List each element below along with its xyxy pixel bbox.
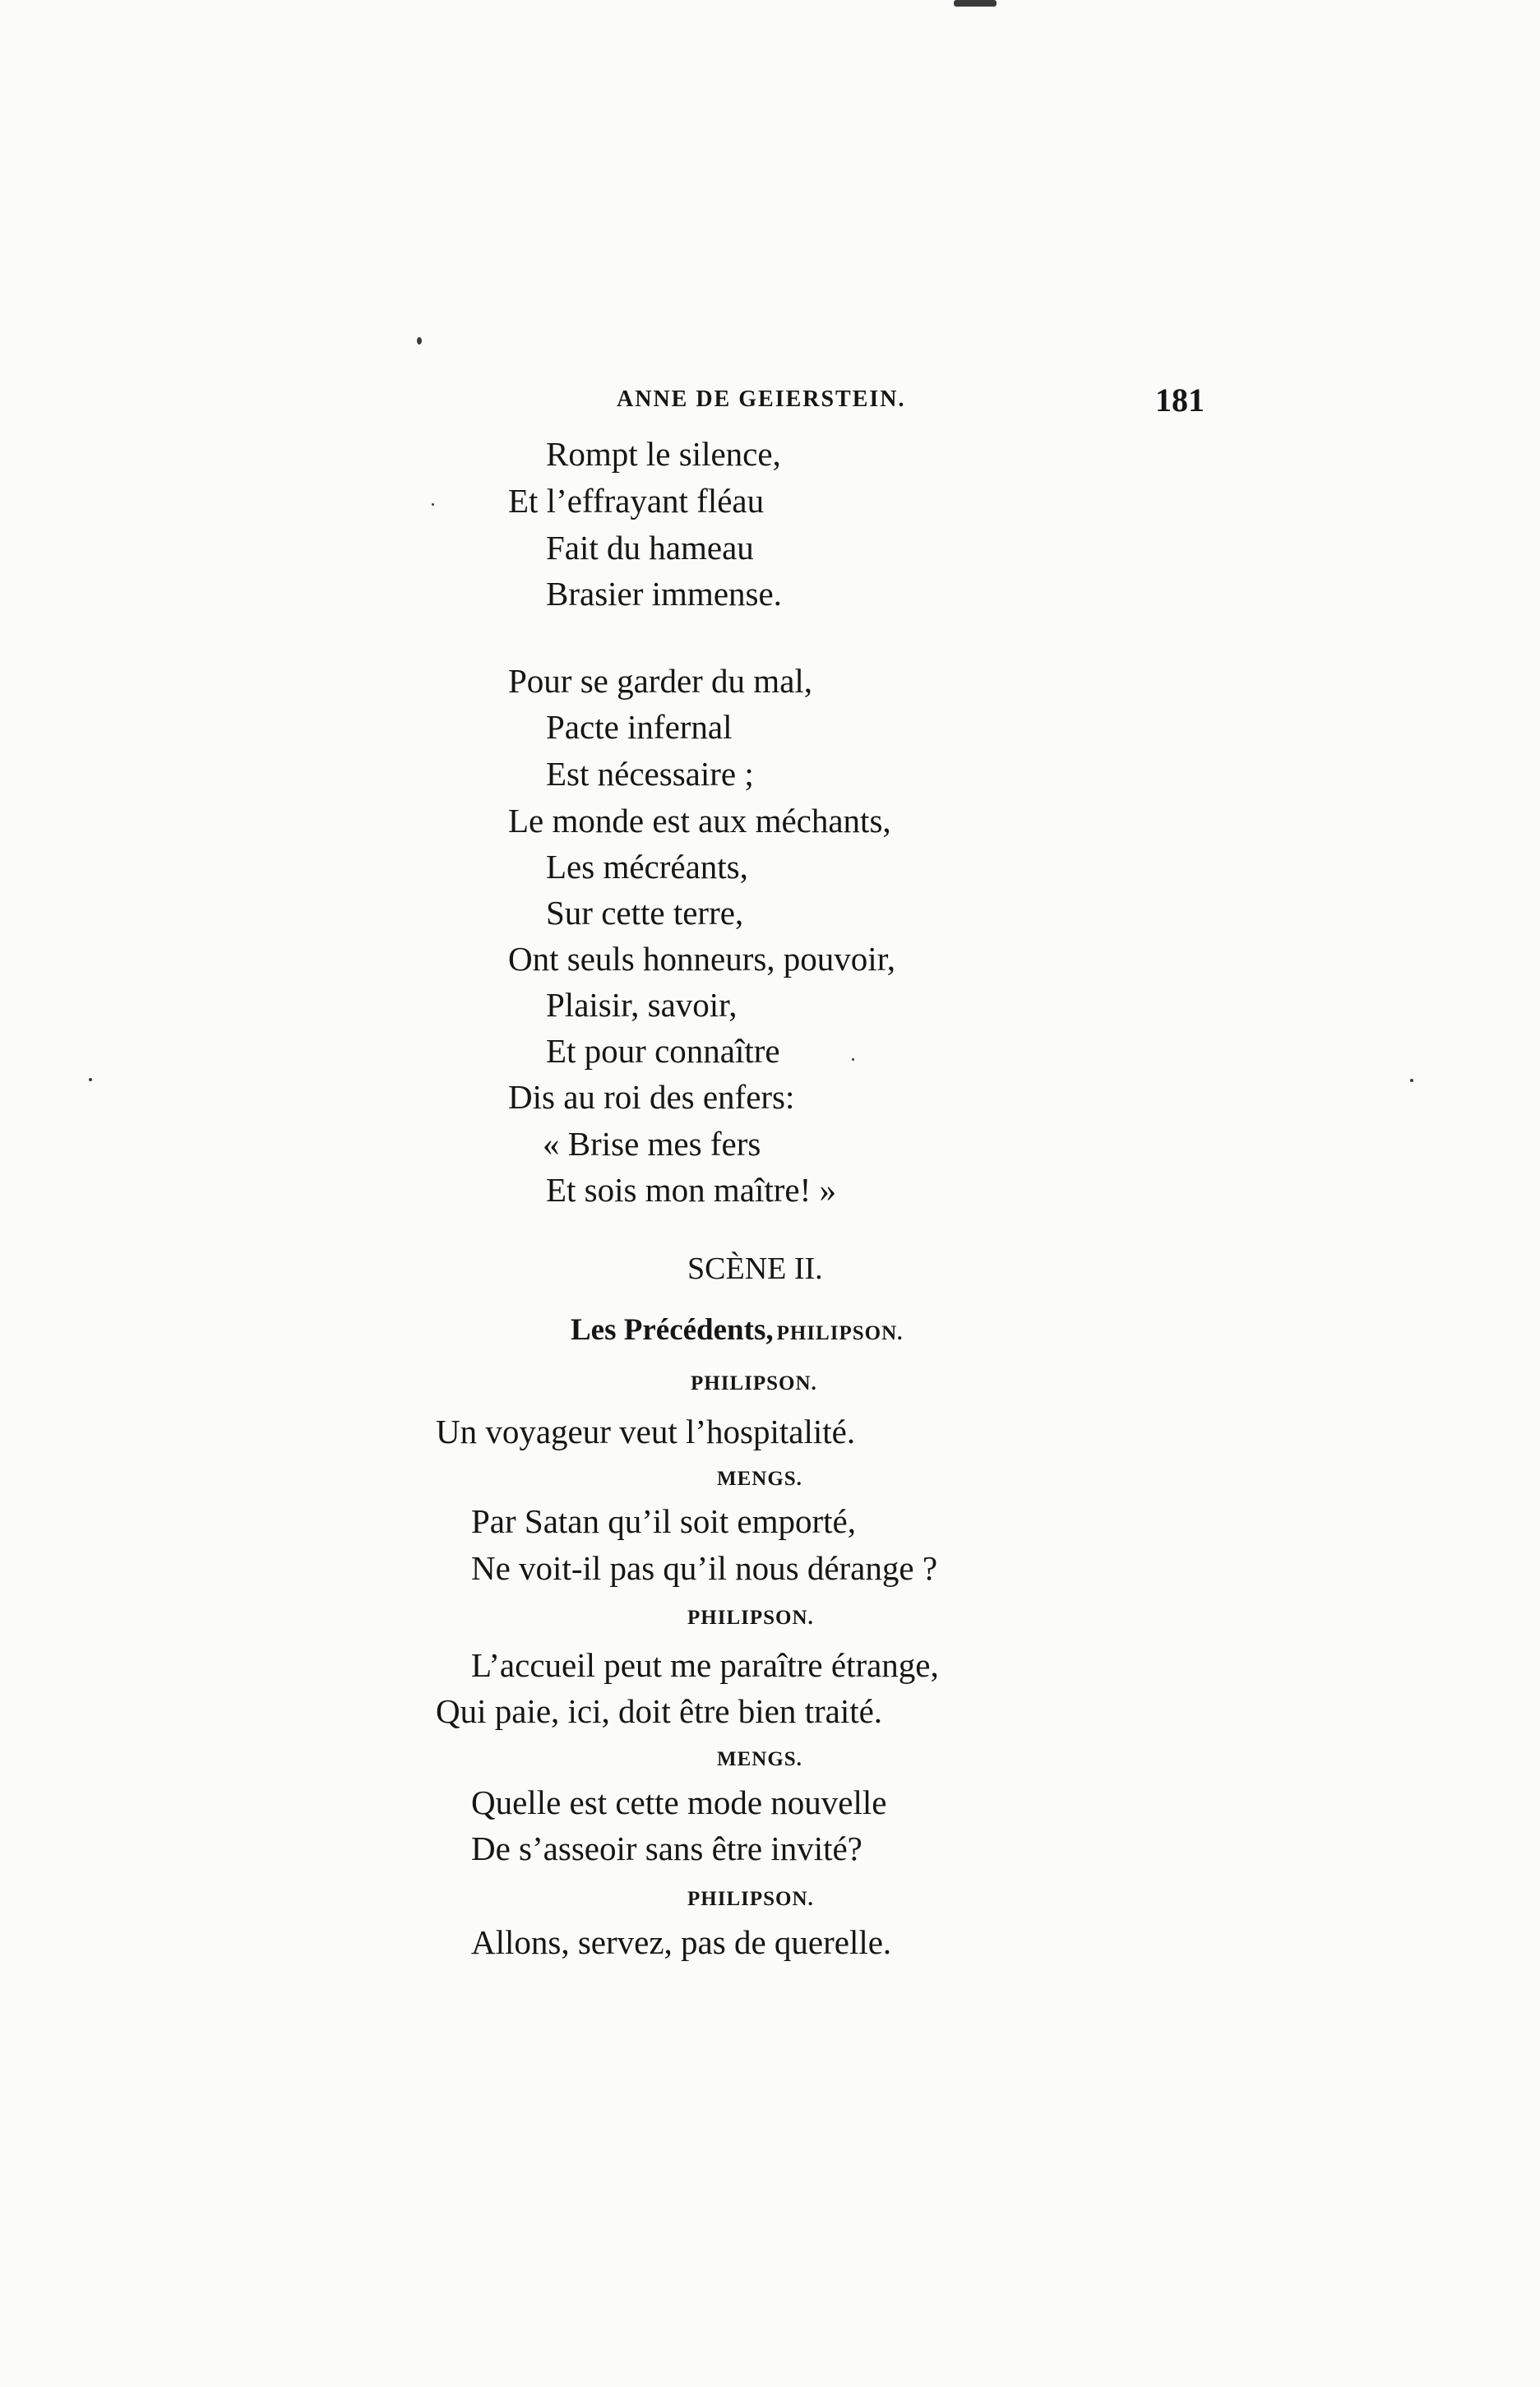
scene-title: SCÈNE II. (687, 1251, 823, 1286)
verse-line: Et l’effrayant fléau (508, 482, 765, 520)
ink-speck (1410, 1079, 1413, 1082)
verse-line: Sur cette terre, (546, 894, 744, 932)
verse-line: Pacte infernal (546, 708, 733, 746)
dialogue-line: L’accueil peut me paraître étrange, (471, 1646, 939, 1684)
verse-line: Rompt le silence, (546, 435, 781, 473)
verse-line: Plaisir, savoir, (546, 986, 738, 1024)
dialogue-line: Un voyageur veut l’hospitalité. (436, 1413, 856, 1450)
verse-line: Fait du hameau (546, 529, 754, 567)
dialogue-line: Ne voit-il pas qu’il nous dérange ? (471, 1549, 938, 1587)
speaker-name: PHILIPSON. (687, 1607, 814, 1629)
verse-line: Le monde est aux méchants, (508, 802, 891, 840)
verse-line: Pour se garder du mal, (508, 662, 813, 700)
page-number: 181 (1155, 382, 1205, 419)
dialogue-line: Par Satan qu’il soit emporté, (471, 1502, 856, 1540)
dialogue-line: Allons, servez, pas de querelle. (471, 1923, 892, 1961)
speaker-name: MENGS. (717, 1468, 802, 1490)
dialogue-line: Qui paie, ici, doit être bien traité. (436, 1692, 883, 1730)
speaker-name: PHILIPSON. (687, 1888, 814, 1910)
ink-speck (417, 337, 422, 345)
running-title: ANNE DE GEIERSTEIN. (617, 386, 906, 412)
ink-speck (852, 1058, 854, 1061)
ink-speck (89, 1078, 92, 1081)
scene-cast (571, 1312, 903, 1348)
dialogue-line: Quelle est cette mode nouvelle (471, 1783, 887, 1821)
verse-line: Et sois mon maître! » (546, 1171, 837, 1209)
scene-cast-extra: PHILIPSON. (776, 1322, 904, 1344)
verse-line: Est nécessaire ; (546, 755, 754, 793)
scene-cast-main: Les Précédents, (571, 1313, 774, 1347)
verse-line: Et pour connaître (546, 1032, 780, 1070)
speaker-name: PHILIPSON. (691, 1372, 817, 1395)
speaker-name: MENGS. (717, 1748, 802, 1770)
dialogue-line: De s’asseoir sans être invité? (471, 1830, 862, 1867)
verse-line: Dis au roi des enfers: (508, 1078, 795, 1116)
ink-speck (432, 503, 434, 506)
ink-speck (954, 0, 997, 7)
verse-line: Brasier immense. (546, 575, 782, 613)
verse-line: « Brise mes fers (543, 1125, 761, 1163)
verse-line: Ont seuls honneurs, pouvoir, (508, 940, 895, 978)
verse-line: Les mécréants, (546, 848, 748, 886)
